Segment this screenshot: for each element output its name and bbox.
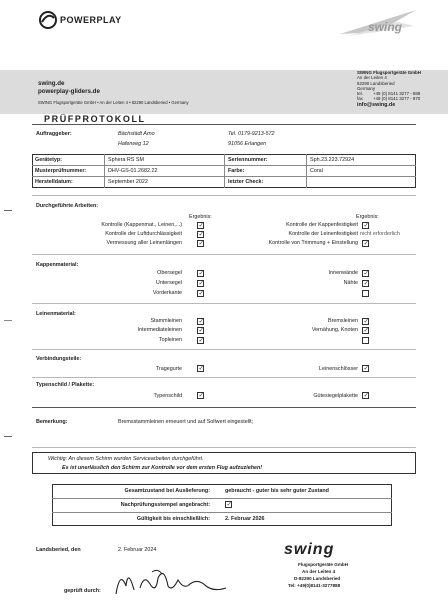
summary-box bbox=[52, 484, 392, 526]
warning-line-2: Es ist unerlässlich den Schirm zur Kontrolle vor dem ersten Flug aufzuziehen! bbox=[62, 465, 263, 471]
summary-validity-value: 2. Februar 2026 bbox=[225, 516, 265, 522]
glider-table-col-divider-3 bbox=[306, 154, 307, 188]
work-right-1-checkbox[interactable] bbox=[362, 222, 369, 229]
sender-address: SWING Flugsportgeräte GmbH • An der Leiten 4 • 82290 Landsberied • Germany bbox=[38, 100, 189, 105]
lines-left-3: Topleinen bbox=[158, 337, 182, 343]
work-right-2: Kontrolle der Leinenfestigkeit bbox=[288, 231, 358, 237]
canopy-left-2-checkbox[interactable] bbox=[197, 280, 204, 287]
footer-place: Landsberied, den bbox=[36, 547, 81, 553]
color-value: Coral bbox=[310, 168, 323, 174]
canopy-left-2: Untersegel bbox=[155, 280, 182, 286]
client-name: Bächstädt Arno bbox=[118, 131, 155, 137]
serial-value: Sph.23.223.72924 bbox=[310, 157, 355, 163]
canopy-left-1-checkbox[interactable] bbox=[197, 270, 204, 277]
work-left-2: Kontrolle der Luftdurchlässigkeit bbox=[105, 231, 182, 237]
client-street: Haferweg 12 bbox=[118, 141, 149, 147]
fold-mark-middle bbox=[4, 320, 12, 321]
canopy-left-3: Vorderkante bbox=[152, 290, 182, 296]
warning-line-1: Wichtig: An diesem Schirm wurden Servicearbeiten durchgeführt. bbox=[48, 456, 204, 462]
work-left-3: Vermessung aller Leinenlängen bbox=[106, 240, 182, 246]
manufacture-date-label: Herstelldatum: bbox=[35, 179, 73, 185]
powerplay-swirl-icon bbox=[38, 10, 58, 30]
nameplate-right: Gütesiegelplakette bbox=[313, 393, 358, 399]
connectors-left: Tragegurte bbox=[155, 366, 182, 372]
lines-right-1: Bremsleinen bbox=[328, 318, 358, 324]
page-title: PRÜFPROTOKOLL bbox=[44, 114, 146, 124]
client-city: 91056 Erlangen bbox=[228, 141, 267, 147]
color-label: Farbe: bbox=[228, 168, 245, 174]
stamp-line-4: Tel: +49(0)8141-3277888 bbox=[288, 583, 341, 588]
company-addr-1: An der Leiten 4 bbox=[357, 75, 387, 81]
title-underline bbox=[32, 124, 416, 125]
type-cert-value: DHV-GS-01.2682.22 bbox=[108, 168, 158, 174]
canopy-right-2: Nähte bbox=[343, 280, 358, 286]
connectors-right: Leinenschlösser bbox=[319, 366, 358, 372]
work-left-1: Kontrolle (Kappenmat., Leinen,...) bbox=[101, 222, 182, 228]
lines-left-1: Stammleinen bbox=[150, 318, 182, 324]
type-cert-label: Musterprüfnummer: bbox=[35, 168, 87, 174]
glider-table-col-divider-2 bbox=[224, 154, 225, 188]
swing-logo-text: swing bbox=[368, 20, 403, 34]
connectors-left-checkbox[interactable] bbox=[197, 365, 204, 372]
summary-stamp-label: Nachprüfungsstempel angebracht: bbox=[120, 502, 210, 508]
work-right-1: Kontrolle der Kappenfestigkeit bbox=[286, 222, 358, 228]
canopy-right-3-checkbox[interactable] bbox=[362, 290, 369, 297]
work-right-2-note: nicht erforderlich bbox=[360, 231, 400, 237]
divider-after-lines bbox=[32, 349, 416, 350]
works-heading: Durchgeführte Arbeiten: bbox=[36, 203, 99, 209]
nameplate-heading: Typenschild / Plakette: bbox=[36, 382, 95, 388]
works-result-header-left: Ergebnis: bbox=[189, 214, 212, 220]
canopy-right-1-checkbox[interactable] bbox=[362, 270, 369, 277]
client-label: Auftraggeber: bbox=[36, 131, 72, 137]
canopy-right-1: Innenwände bbox=[328, 270, 358, 276]
fold-mark-top bbox=[4, 210, 12, 211]
company-block bbox=[357, 70, 437, 108]
swing-logo bbox=[338, 8, 418, 42]
company-addr-2: 82290 Landsberied bbox=[357, 80, 395, 86]
company-stamp bbox=[280, 540, 400, 598]
work-left-1-checkbox[interactable] bbox=[197, 222, 204, 229]
tel-value: +49 (0) 8141 3277 - 888 bbox=[373, 91, 421, 97]
manufacture-date-value: September 2022 bbox=[108, 179, 148, 185]
summary-condition-label: Gesamtzustand bei Auslieferung: bbox=[124, 488, 210, 494]
summary-condition-value: gebraucht - guter bis sehr guter Zustand bbox=[225, 488, 329, 494]
lines-right-2: Vernähung, Knoten bbox=[311, 327, 358, 333]
footer-date: 2. Februar 2024 bbox=[118, 547, 157, 553]
lines-left-2-checkbox[interactable] bbox=[197, 327, 204, 334]
stamp-line-2: An der Leiten 4 bbox=[302, 569, 336, 574]
work-right-3-checkbox[interactable] bbox=[362, 240, 369, 247]
lines-left-2: Intermediateleinen bbox=[137, 327, 182, 333]
canopy-left-1: Obersegel bbox=[157, 270, 182, 276]
tel-label: tel. bbox=[357, 91, 363, 97]
divider-after-works bbox=[32, 254, 416, 255]
stamp-line-3: D-82290 Landsberied bbox=[294, 576, 341, 581]
nameplate-left-checkbox[interactable] bbox=[197, 392, 204, 399]
canopy-left-3-checkbox[interactable] bbox=[197, 290, 204, 297]
company-addr-3: Germany bbox=[357, 85, 376, 91]
fold-mark-bottom bbox=[4, 436, 12, 437]
lines-heading: Leinenmaterial: bbox=[36, 311, 76, 317]
powerplay-logo bbox=[38, 10, 150, 30]
fax-label: fax bbox=[357, 96, 363, 102]
canopy-right-2-checkbox[interactable] bbox=[362, 280, 369, 287]
lines-left-1-checkbox[interactable] bbox=[197, 318, 204, 325]
client-phone: Tel. 0179-9213-572 bbox=[228, 131, 275, 137]
site-link-swing[interactable]: swing.de bbox=[38, 80, 65, 87]
connectors-right-checkbox[interactable] bbox=[362, 365, 369, 372]
lines-right-3-checkbox[interactable] bbox=[362, 337, 369, 344]
summary-stamp-checkbox[interactable] bbox=[225, 501, 232, 508]
nameplate-left: Typenschild bbox=[153, 393, 182, 399]
work-left-3-checkbox[interactable] bbox=[197, 240, 204, 247]
works-result-header-right: Ergebnis: bbox=[356, 214, 379, 220]
connectors-heading: Verbindungsteile: bbox=[36, 356, 82, 362]
glider-type-value: Sphera RS SM bbox=[108, 157, 144, 163]
lines-right-2-checkbox[interactable] bbox=[362, 327, 369, 334]
footer-checked-by: geprüft durch: bbox=[64, 588, 101, 594]
divider-before-remark bbox=[32, 407, 416, 408]
signature bbox=[112, 564, 232, 598]
stamp-logo: swing bbox=[284, 541, 335, 558]
serial-label: Seriennummer: bbox=[228, 157, 268, 163]
canopy-heading: Kappenmaterial: bbox=[36, 262, 79, 268]
summary-validity-label: Gültigkeit bis einschließlich: bbox=[136, 516, 210, 522]
divider-after-connectors bbox=[32, 377, 416, 378]
site-link-powerplay[interactable]: powerplay-gliders.de bbox=[38, 88, 100, 95]
lines-right-1-checkbox[interactable] bbox=[362, 318, 369, 325]
stamp-line-1: Flugsportgeräte GmbH bbox=[298, 562, 349, 567]
divider-after-remark bbox=[32, 447, 416, 448]
work-left-2-checkbox[interactable] bbox=[197, 231, 204, 238]
last-check-label: letzter Check: bbox=[228, 179, 264, 185]
remark-text: Bremsstammleinen erneuert und auf Sollwert eingestellt; bbox=[118, 419, 254, 425]
fax-value: +49 (0) 8141 3277 - 870 bbox=[373, 96, 421, 102]
remark-label: Bemerkung: bbox=[36, 419, 68, 425]
company-email[interactable]: info@swing.de bbox=[357, 101, 396, 108]
nameplate-right-checkbox[interactable] bbox=[362, 392, 369, 399]
summary-divider-2 bbox=[52, 512, 392, 513]
summary-divider-1 bbox=[52, 498, 392, 499]
powerplay-logo-text: POWERPLAY bbox=[60, 15, 122, 25]
divider-after-glider bbox=[32, 195, 416, 196]
divider-after-canopy bbox=[32, 303, 416, 304]
glider-type-label: Gerätetyp: bbox=[35, 157, 62, 163]
glider-table-col-divider-1 bbox=[104, 154, 105, 188]
lines-left-3-checkbox[interactable] bbox=[197, 337, 204, 344]
company-name: SWING Flugsportgeräte GmbH bbox=[357, 70, 421, 75]
work-right-3: Kontrolle von Trimmung + Einstellung bbox=[268, 240, 358, 246]
